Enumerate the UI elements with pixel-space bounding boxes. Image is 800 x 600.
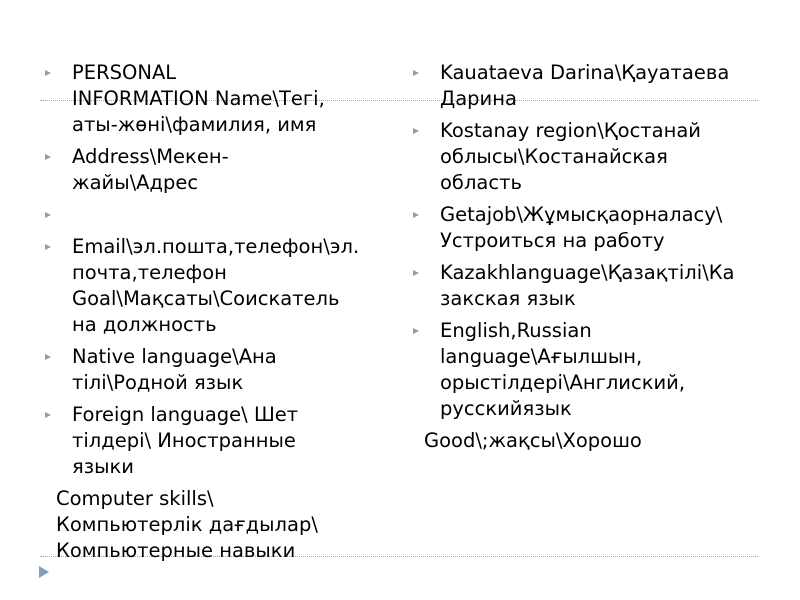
list-item-text: Address\Мекен- жайы\Адрес [72, 145, 229, 194]
list-item-text: Good\;жақсы\Хорошо [424, 429, 642, 452]
bullet-triangle-icon [45, 154, 51, 160]
list-item-text: Kauataeva Darina\Қауатаева Дарина [440, 61, 730, 110]
list-item [44, 60, 396, 138]
list-item-continuation [412, 428, 762, 454]
list-item-text: Foreign language\ Шет тілдері\ Иностранные языки [72, 403, 299, 478]
list-item [412, 118, 762, 196]
list-item-text: Email\эл.пошта,телефон\эл. почта,телефон Goal\Мақсаты\Соискатель на должность [72, 235, 360, 336]
right-column [412, 60, 762, 460]
list-item [44, 234, 396, 338]
list-item [412, 260, 762, 312]
list-item-text: PERSONAL INFORMATION Name\Тегі, аты-жөні\фамилия, имя [72, 61, 325, 136]
bullet-triangle-icon [413, 270, 419, 276]
list-item [44, 344, 396, 396]
list-item [412, 318, 762, 422]
bullet-triangle-icon [45, 244, 51, 250]
left-column [44, 60, 396, 570]
list-item-continuation [44, 486, 396, 564]
bullet-triangle-icon [413, 212, 419, 218]
list-item [412, 60, 762, 112]
list-item [412, 202, 762, 254]
bullet-triangle-icon [413, 70, 419, 76]
list-item-text: Computer skills\ Компьютерлік дағдылар\ Компьютерные навыки [56, 487, 318, 562]
bullet-triangle-icon [45, 412, 51, 418]
bullet-triangle-icon [413, 128, 419, 134]
bullet-triangle-icon [45, 70, 51, 76]
list-item [44, 402, 396, 480]
list-item-text: Kazakhlanguage\Қазақтілі\Ка закская язык [440, 261, 735, 310]
list-item [44, 144, 396, 196]
bullet-triangle-icon [413, 328, 419, 334]
bullet-triangle-icon [45, 212, 51, 218]
list-item-text [72, 202, 396, 228]
list-item-text: Kostanay region\Қостанай облысы\Костанайская область [440, 119, 701, 194]
list-item-text: Native language\Ана тілі\Родной язык [72, 345, 277, 394]
list-item-empty [44, 202, 396, 228]
list-item-text: Getajob\Жұмысқаорналасу\ Устроиться на работу [440, 203, 723, 252]
list-item-text: English,Russian language\Ағылшын, орыстілдері\Англиский, русскийязык [440, 319, 686, 420]
bullet-triangle-icon [45, 354, 51, 360]
